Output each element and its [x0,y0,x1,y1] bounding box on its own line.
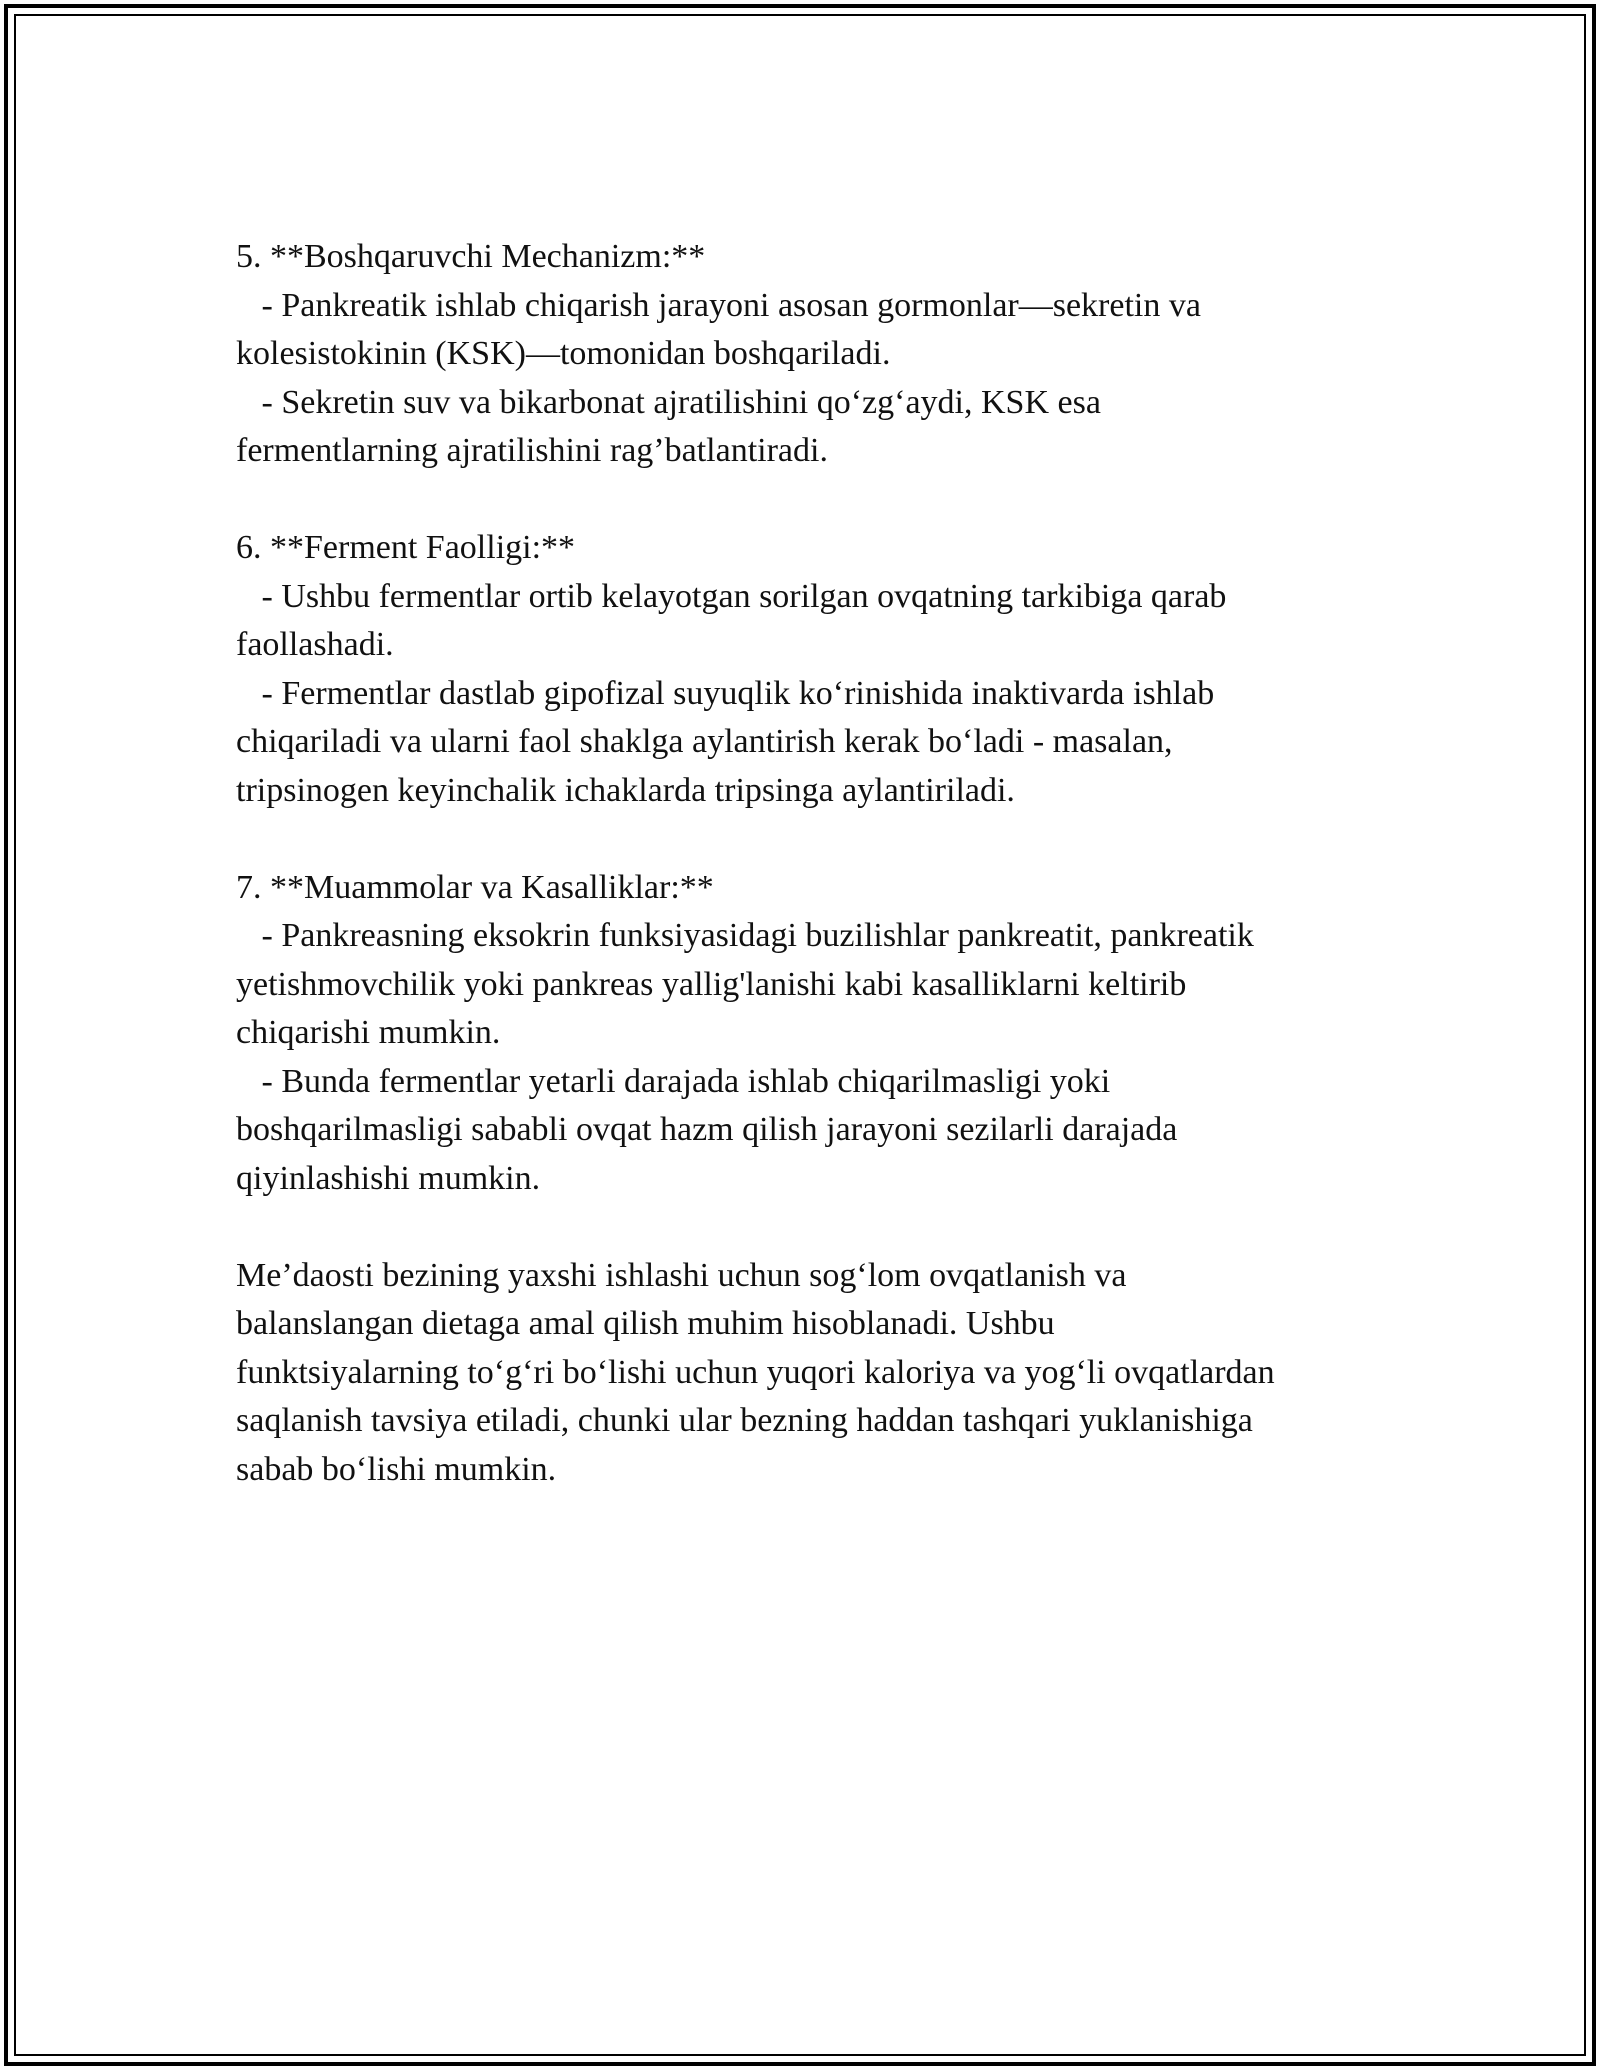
text-line: fermentlarning ajratilishini rag’batlantiradi. [236,432,828,469]
text-line: qiyinlashishi mumkin. [236,1159,541,1197]
text-line: kolesistokinin (KSK)—tomonidan boshqariladi. [236,335,891,372]
text-line: boshqarilmasligi sababli ovqat hazm qilish jarayoni sezilarli darajada [236,1111,1178,1148]
section-heading: 5. **Boshqaruvchi Mechanizm:** [236,238,706,275]
text-line: chiqarishi mumkin. [236,1014,501,1051]
text-line: sabab bo‘lishi mumkin. [236,1450,557,1488]
section-ferment-faolligi [236,524,1376,815]
text-line: - Pankreatik ishlab chiqarish jarayoni asosan gormonlar—sekretin va [236,286,1201,324]
text-line: tripsinogen keyinchalik ichaklarda tripsinga aylantiriladi. [236,771,1015,809]
text-line: - Sekretin suv va bikarbonat ajratilishini qo‘zg‘aydi, KSK esa [236,383,1101,421]
document-body [236,233,1376,1494]
text-line: funktsiyalarning to‘g‘ri bo‘lishi uchun yuqori kaloriya va yog‘li ovqatlardan [236,1353,1275,1391]
text-line: - Fermentlar dastlab gipofizal suyuqlik ko‘rinishida inaktivarda ishlab [236,674,1215,712]
text-line: balanslangan dietaga amal qilish muhim hisoblanadi. Ushbu [236,1305,1055,1342]
section-muammolar-va-kasalliklar [236,864,1376,1204]
text-line: - Ushbu fermentlar ortib kelayotgan sorilgan ovqatning tarkibiga qarab [236,577,1227,615]
text-line: saqlanish tavsiya etiladi, chunki ular bezning haddan tashqari yuklanishiga [236,1402,1253,1439]
text-line: faollashadi. [236,626,394,663]
text-line: - Pankreasning eksokrin funksiyasidagi buzilishlar pankreatit, pankreatik [236,917,1254,954]
text-line: - Bunda fermentlar yetarli darajada ishlab chiqarilmasligi yoki [236,1062,1111,1100]
text-line: yetishmovchilik yoki pankreas yallig'lanishi kabi kasalliklarni keltirib [236,965,1187,1003]
section-heading: 7. **Muammolar va Kasalliklar:** [236,868,714,906]
section-boshqaruvchi-mechanizm [236,233,1376,476]
section-heading: 6. **Ferment Faolligi:** [236,529,576,566]
text-line: chiqariladi va ularni faol shaklga aylantirish kerak bo‘ladi - masalan, [236,723,1173,760]
text-line: Me’daosti bezining yaxshi ishlashi uchun sog‘lom ovqatlanish va [236,1256,1127,1294]
closing-paragraph [236,1252,1376,1495]
